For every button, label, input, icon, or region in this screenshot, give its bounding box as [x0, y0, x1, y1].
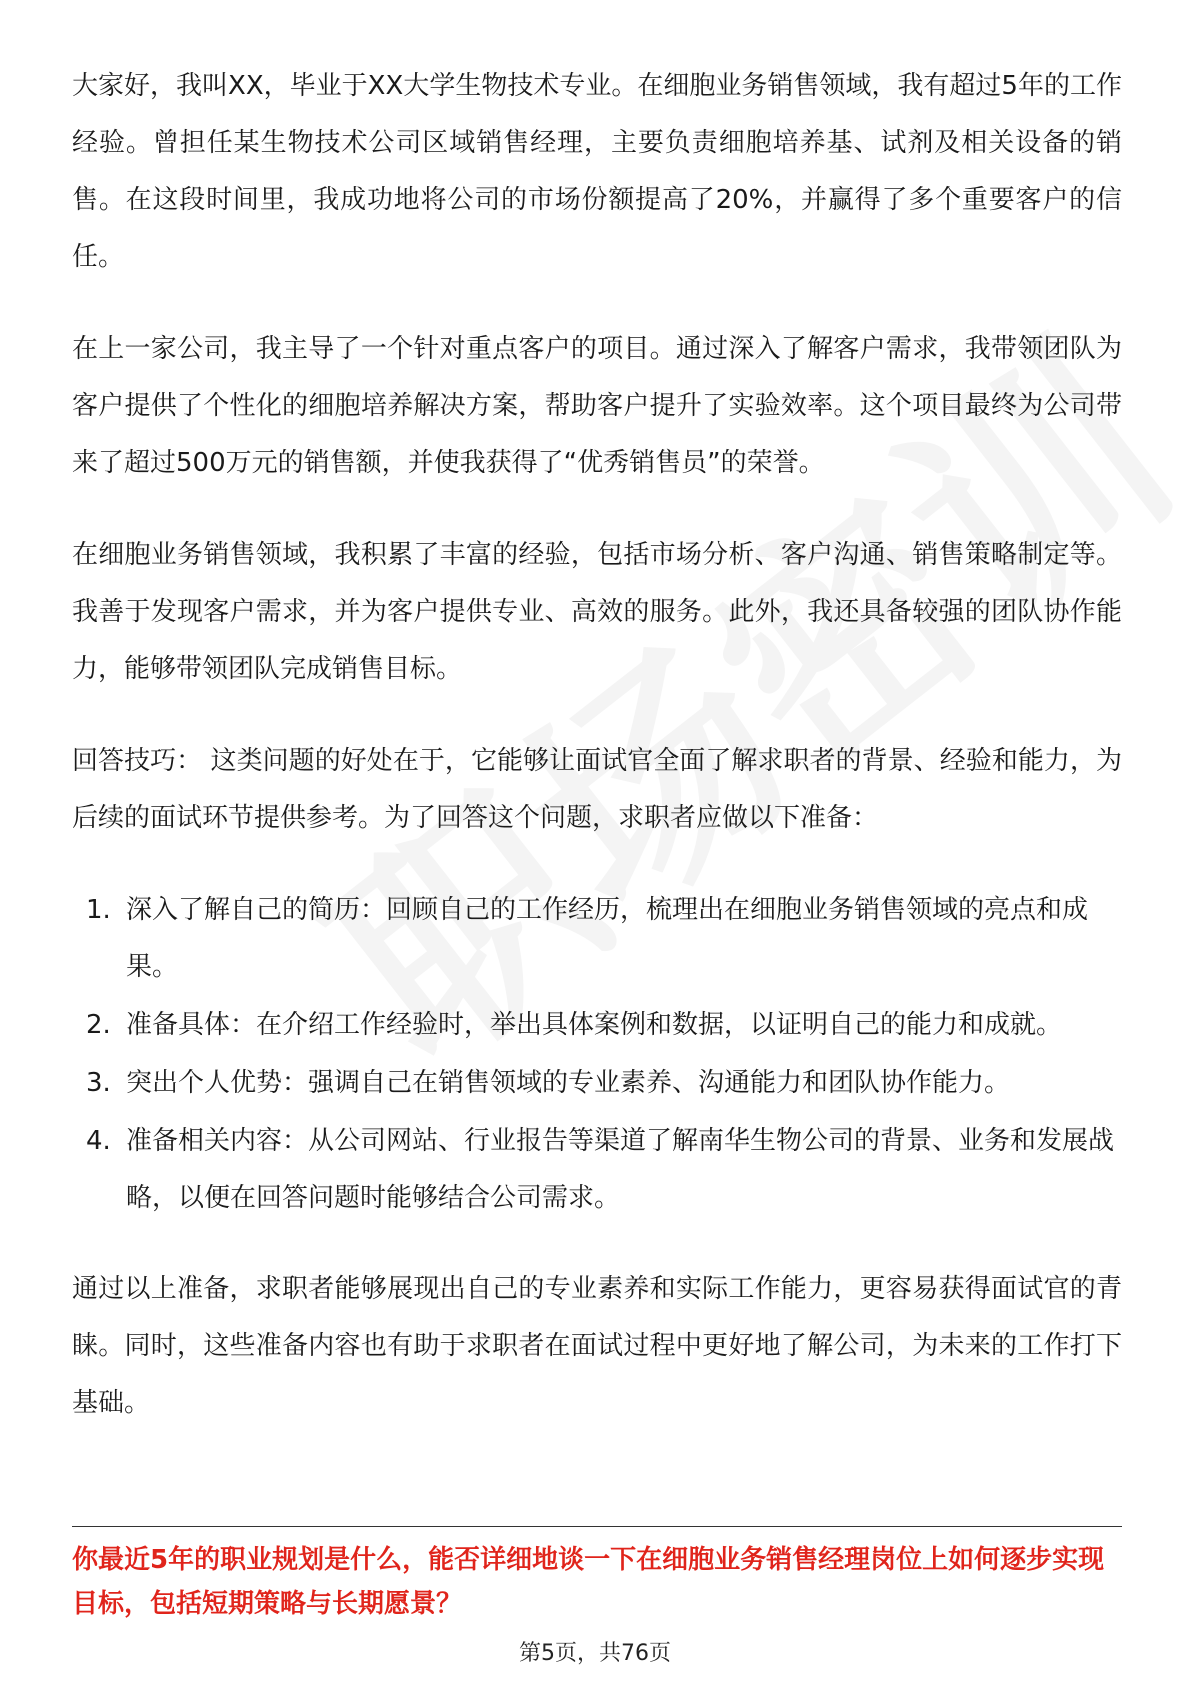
main-content [72, 58, 1122, 1467]
list-text: 深入了解自己的简历：回顾自己的工作经历，梳理出在细胞业务销售领域的亮点和成果。 [126, 895, 1089, 982]
list-text: 准备相关内容：从公司网站、行业报告等渠道了解南华生物公司的背景、业务和发展战略，以便在回答问题时能够结合公司需求。 [126, 1126, 1115, 1213]
list-item [72, 1055, 1122, 1112]
next-question-heading: 你最近5年的职业规划是什么，能否详细地谈一下在细胞业务销售经理岗位上如何逐步实现目标，包括短期策略与长期愿景？ [72, 1545, 1105, 1619]
list-item [72, 1113, 1122, 1227]
tips-list [72, 882, 1122, 1227]
list-number: 1. [86, 895, 111, 925]
list-number: 4. [86, 1126, 111, 1156]
page-number: 第5页，共76页 [519, 1641, 671, 1666]
section-divider [72, 1526, 1122, 1527]
conclusion-paragraph: 通过以上准备，求职者能够展现出自己的专业素养和实际工作能力，更容易获得面试官的青睐。同时，这些准备内容也有助于求职者在面试过程中更好地了解公司，为未来的工作打下基础。 [72, 1274, 1122, 1418]
list-number: 3. [86, 1068, 111, 1098]
intro-paragraph: 大家好，我叫XX，毕业于XX大学生物技术专业。在细胞业务销售领域，我有超过5年的工作经验。曾担任某生物技术公司区域销售经理，主要负责细胞培养基、试剂及相关设备的销售。在这段时间里，我成功地将公司的市场份额提高了20%，并赢得了多个重要客户的信任。 [72, 71, 1122, 272]
answer-tips-paragraph: 回答技巧： 这类问题的好处在于，它能够让面试官全面了解求职者的背景、经验和能力，为后续的面试环节提供参考。为了回答这个问题，求职者应做以下准备： [72, 746, 1122, 833]
list-item [72, 997, 1122, 1054]
list-text: 突出个人优势：强调自己在销售领域的专业素养、沟通能力和团队协作能力。 [126, 1068, 1011, 1098]
project-paragraph: 在上一家公司，我主导了一个针对重点客户的项目。通过深入了解客户需求，我带领团队为客户提供了个性化的细胞培养解决方案，帮助客户提升了实验效率。这个项目最终为公司带来了超过500万元的销售额，并使我获得了“优秀销售员”的荣誉。 [72, 334, 1122, 478]
list-item [72, 882, 1122, 996]
list-text: 准备具体：在介绍工作经验时，举出具体案例和数据，以证明自己的能力和成就。 [126, 1010, 1063, 1040]
list-number: 2. [86, 1010, 111, 1040]
experience-paragraph: 在细胞业务销售领域，我积累了丰富的经验，包括市场分析、客户沟通、销售策略制定等。我善于发现客户需求，并为客户提供专业、高效的服务。此外，我还具备较强的团队协作能力，能够带领团队完成销售目标。 [72, 540, 1122, 684]
